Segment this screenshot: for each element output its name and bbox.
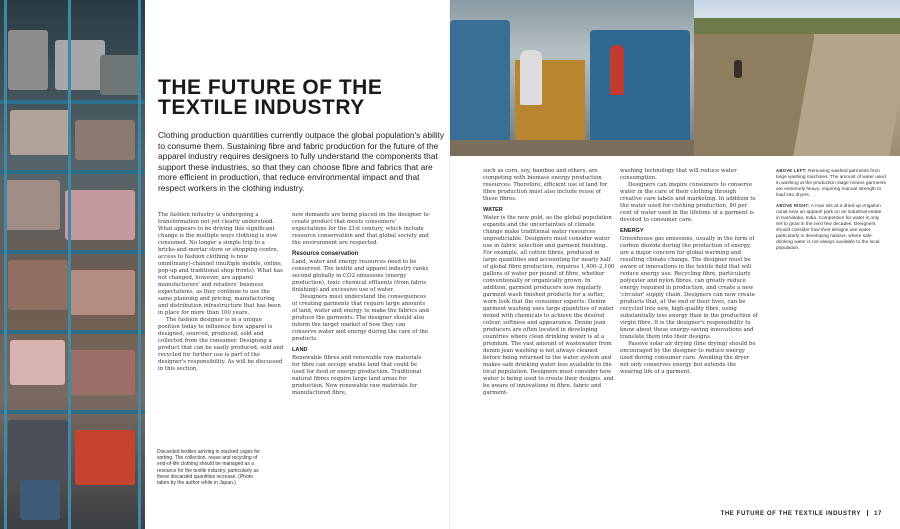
text-column-1	[158, 212, 284, 373]
text-column-3	[483, 168, 615, 397]
caption-above-left	[776, 168, 886, 199]
text-column-2	[292, 212, 430, 397]
intro-paragraph: Clothing production quantities currently outpace the global population's ability to consume them. Sustaining fibre and fabric production for the future of the apparel industry requires designers to fully understand the components that support these industries, so that they can choose fibre and fabrics that are more efficient in production, that reduce environmental impact and that respect workers in the clothing industry.	[158, 130, 445, 193]
paragraph: Greenhouse gas emissions, usually in the form of carbon dioxide during the production of energy, are a major concern for global warming and resulting climate change. The designer must be aware of innovations in the textile field that will reduce energy use. Recycling fibre, particularly polyester and nylon fibres, can greatly reduce energy required in production, and create a new 'circular' supply chain. Designers can now create products that, at the end of their lives, can be recycled into new, high-quality fibre, using substantially less energy than in the production of virgin fibre. It is the designer's responsibility to know about these energy-saving innovations and translate them into their designs.	[620, 236, 758, 340]
text-column-4	[620, 168, 758, 376]
page-footer	[721, 510, 882, 517]
paragraph: Passive solar air drying (line drying) should be encouraged by the designer to reduce energy used during consumer care. Avoiding the dryer not only conserves energy but extends the wearing life of a garment.	[620, 341, 756, 375]
running-title: THE FUTURE OF THE TEXTILE INDUSTRY	[720, 511, 862, 517]
caption-above-right	[776, 203, 886, 252]
paragraph: The fashion industry is undergoing a transformation not yet clearly understood. What appears to be driving this significant change is the multiple ways clothing is now consumed. No longer a simple trip to a bricks-and-mortar store or shopping centre, access to fashion clothing is now omni(many)-channel (multiple mobile, online, pop-up and traditional shop fronts). What has not changed, however, are apparel manufacturers' and retailers' business expectations, as they continue to use the same planning and pricing, manufacturing and distribution infrastructure that has been in place for more than 100 years.	[158, 212, 283, 316]
page-title: THE FUTURE OF THE TEXTILE INDUSTRY	[158, 76, 383, 119]
photo-washing-machines	[450, 0, 694, 156]
footer-separator	[867, 510, 868, 516]
section-heading: Resource conservation	[292, 251, 359, 257]
paragraph: Water is the new gold, as the global population expands and the uncertainties of climate change make traditional water resources unpredictable. Designers must consider water use in fabric selection and garment finishing. For example, all cotton fibres, produced in large quantities and accounting for nearly half of global fibre production, requires 1,400–2,100 gallons of water per pound of fibre, whether conventionally or organically grown. In addition, garment producers now regularly garment wash finished products for a softer, worn look that the consumer expects. Denim garment washing uses large quantities of water mixed with chemicals to achieve the desired colour, softness and appearance. Denim jean producers are often located in developing countries where clean drinking water is at a premium. The vast amount of wastewater from denim jean washing is not always cleaned before being returned to the water system and makes safe drinking water less available to the local population. Designers must consider how water is being used to create their designs, and be aware of innovations in fibre, fabric and garment-	[483, 215, 615, 396]
caption-left: Discarded textiles arriving in stacked cages for sorting. The collection, reuse and recycling of end-of-life clothing should be managed as a resource for the textile industry, particularly as these discarded quantities increase. (Photo taken by the author while in Japan.)	[157, 449, 261, 487]
paragraph: such as corn, soy, bamboo and others, are competing with biomass energy production resources. Therefore, efficient use of land for fibre production must also include reuse of these fibres.	[483, 168, 608, 202]
caption-tag: ABOVE LEFT:	[776, 168, 807, 173]
subsection-heading: LAND	[292, 347, 308, 353]
photo-textile-cages	[0, 0, 145, 529]
caption-right	[776, 168, 886, 256]
paragraph: Designers can inspire consumers to conserve water in the care of their clothing through creative care labels and marketing. In addition to the water used for clothing production, 80 per cent of water used in the lifetime of a garment is devoted to consumer care.	[620, 182, 756, 223]
photo-dry-canal	[694, 0, 900, 156]
caption-tag: ABOVE RIGHT:	[776, 203, 810, 208]
paragraph: washing technology that will reduce water consumption.	[620, 168, 737, 181]
subsection-heading: WATER	[483, 207, 503, 213]
paragraph: Land, water and energy resources need to be conserved. The textile and apparel industry ranks second globally in CO2 emissions (energy production), toxic chemical effluents (from fabric finishing) and excessive use of water.	[292, 259, 429, 293]
subsection-heading: ENERGY	[620, 228, 644, 234]
paragraph: Designers must understand the consequences of creating garments that require large amounts of land, water and energy to make the fabrics and produce the garments. The designer should also inform the target market of how they can conserve water and energy during the care of the products.	[292, 294, 429, 342]
paragraph: The fashion designer is in a unique position today to influence how apparel is designed, sourced, produced, sold and collected from the consumer. Designing a product that can be easily produced, sold and recycled for further use is part of the designer's responsibility. As will be discussed in this section,	[158, 317, 284, 372]
paragraph: new demands are being placed on the designer to create product that meets consumers' expectations for the 21st century, which include resource conservation and that global society and the environment are respected.	[292, 212, 429, 246]
page-number: 17	[874, 511, 882, 517]
caption-text: Removing washed garments from large washing machines. The amount of water used in washing at the production stage means garments are extremely heavy, requiring manual strength to load into dryers.	[776, 169, 886, 198]
caption-text: A man sits at a dried-up irrigation canal near an apparel park on an industrial estate in Karnataka, India. Competition for water is only set to grow in the next few decades. Designers should consider how their designs use water, particularly in developing nations, where safe drinking water is not always available to the local population.	[776, 204, 882, 251]
paragraph: Renewable fibres and renewable raw materials for fibre can occupy arable land that could be used for food or energy production. Traditional natural fibres require large land areas for production. New renewable raw materials for manufactured fibre,	[292, 355, 422, 396]
